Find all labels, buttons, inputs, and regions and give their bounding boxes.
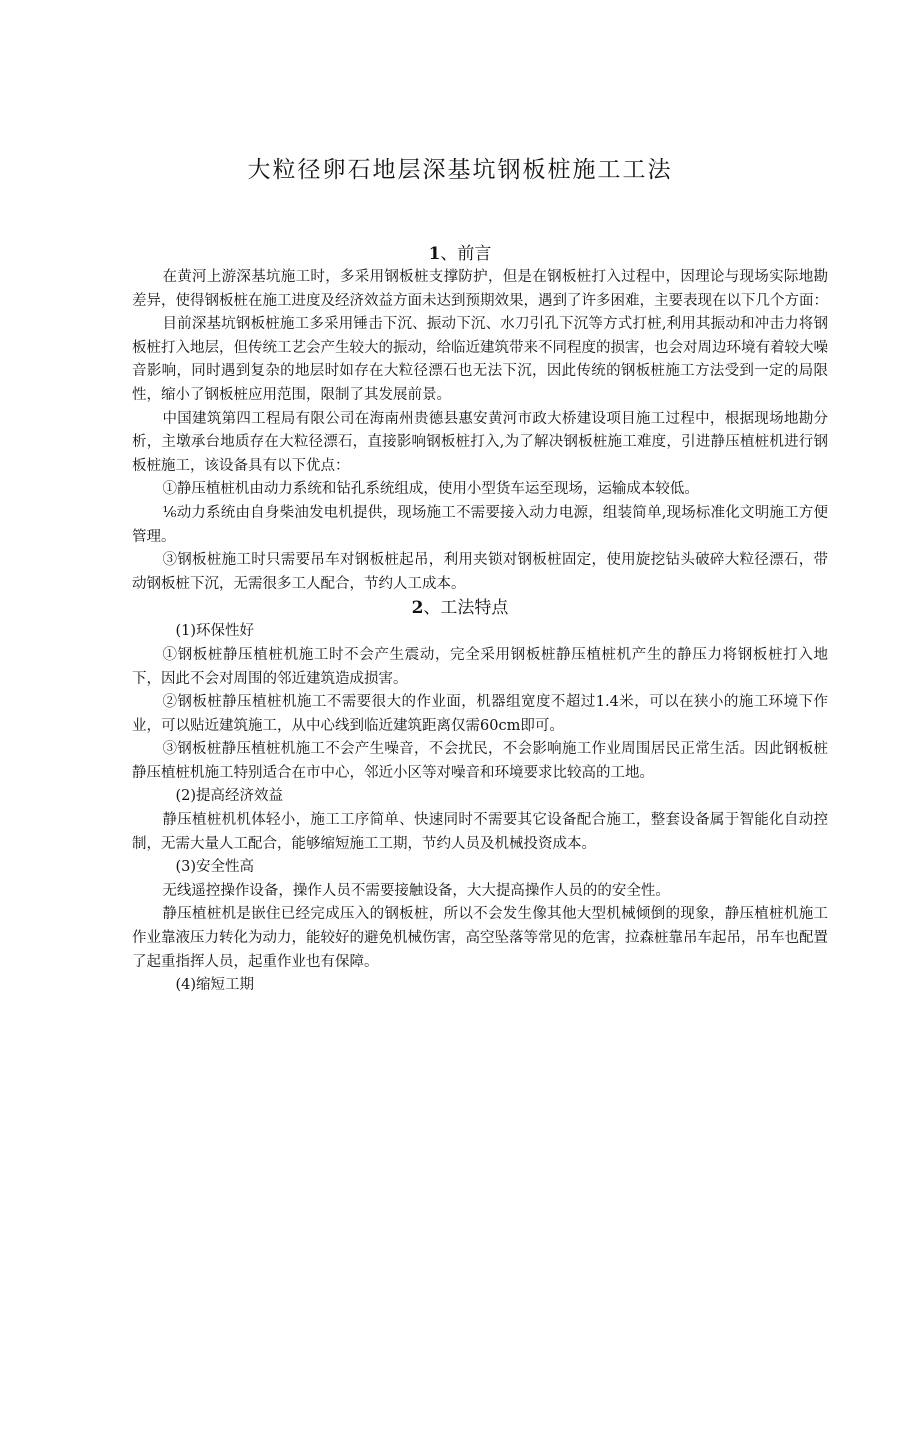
subheading: (4)缩短工期 bbox=[175, 977, 255, 994]
document-title: 大粒径卵石地层深基坑钢板桩施工工法 bbox=[247, 157, 673, 183]
list-item: ①钢板桩静压植桩机施工时不会产生震动，完全采用钢板桩静压植桩机产生的静压力将钢板桩打入地下，因此不会对周围的邻近建筑造成损害。 bbox=[132, 646, 828, 687]
section-separator: 、 bbox=[440, 244, 458, 264]
subheading: (3)安全性高 bbox=[175, 859, 255, 876]
subheading: (1)环保性好 bbox=[175, 623, 255, 640]
paragraph: 静压植桩机是嵌住已经完成压入的钢板桩，所以不会发生像其他大型机械倾倒的现象，静压植桩机施工作业靠液压力转化为动力，能较好的避免机械伤害，高空坠落等常见的危害，拉森桩靠吊车起吊，吊车也配置了起重指挥人员，起重作业也有保障。 bbox=[132, 906, 828, 970]
subheading: (2)提高经济效益 bbox=[175, 788, 284, 805]
list-item: ③钢板桩静压植桩机施工不会产生噪音，不会扰民，不会影响施工作业周围居民正常生活。因此钢板桩静压植桩机施工特别适合在市中心，邻近小区等对噪音和环境要求比较高的工地。 bbox=[132, 741, 828, 781]
paragraph: 目前深基坑钢板桩施工多采用锤击下沉、振动下沉、水刀引孔下沉等方式打桩,利用其振动和冲击力将钢板桩打入地层，但传统工艺会产生较大的振动，给临近建筑带来不同程度的损害，也会对周边环境有着较大噪音影响，同时遇到复杂的地层时如存在大粒径漂石也无法下沉，因此传统的钢板桩施工方法受到一定的局限性，缩小了钢板桩应用范围，限制了其发展前景。 bbox=[132, 316, 828, 403]
document-page bbox=[0, 150, 920, 1451]
paragraph: 中国建筑第四工程局有限公司在海南州贵德县惠安黄河市政大桥建设项目施工过程中，根据现场地勘分析，主墩承台地质存在大粒径漂石，直接影响钢板桩打入,为了解决钢板桩施工难度，引进静压植桩机进行钢板桩施工，该设备具有以下优点： bbox=[132, 410, 828, 474]
section-title-features bbox=[132, 596, 828, 620]
list-item: ②钢板桩静压植桩机施工不需要很大的作业面，机器组宽度不超过1.4米，可以在狭小的施工环境下作业，可以贴近建筑施工，从中心线到临近建筑距离仅需60cm即可。 bbox=[132, 694, 828, 734]
section-name: 前言 bbox=[457, 244, 492, 264]
list-item: ③钢板桩施工时只需要吊车对钢板桩起吊，利用夹锁对钢板桩固定，使用旋挖钻头破碎大粒径漂石，带动钢板桩下沉，无需很多工人配合，节约人工成本。 bbox=[132, 552, 828, 592]
paragraph: 无线遥控操作设备，操作人员不需要接触设备，大大提高操作人员的的安全性。 bbox=[162, 882, 670, 899]
section-title-foreword bbox=[132, 242, 828, 266]
list-item: ①静压植桩机由动力系统和钻孔系统组成，使用小型货车运至现场，运输成本较低。 bbox=[162, 481, 699, 498]
list-item: ⅙动力系统由自身柴油发电机提供，现场施工不需要接入动力电源，组装简单,现场标准化文明施工方便管理。 bbox=[132, 504, 828, 545]
section-number: 2 bbox=[411, 598, 424, 619]
section-name: 工法特点 bbox=[440, 598, 509, 619]
paragraph: 静压植桩机机体轻小，施工工序简单、快速同时不需要其它设备配合施工，整套设备属于智能化自动控制，无需大量人工配合，能够缩短施工工期，节约人员及机械投资成本。 bbox=[132, 812, 828, 852]
section-number: 1 bbox=[428, 244, 441, 264]
section-separator: 、 bbox=[423, 598, 441, 619]
paragraph: 在黄河上游深基坑施工时，多采用钢板桩支撑防护，但是在钢板桩打入过程中，因理论与现场实际地勘差异，使得钢板桩在施工进度及经济效益方面未达到预期效果，遇到了许多困难，主要表现在以下几个方面： bbox=[132, 269, 828, 309]
